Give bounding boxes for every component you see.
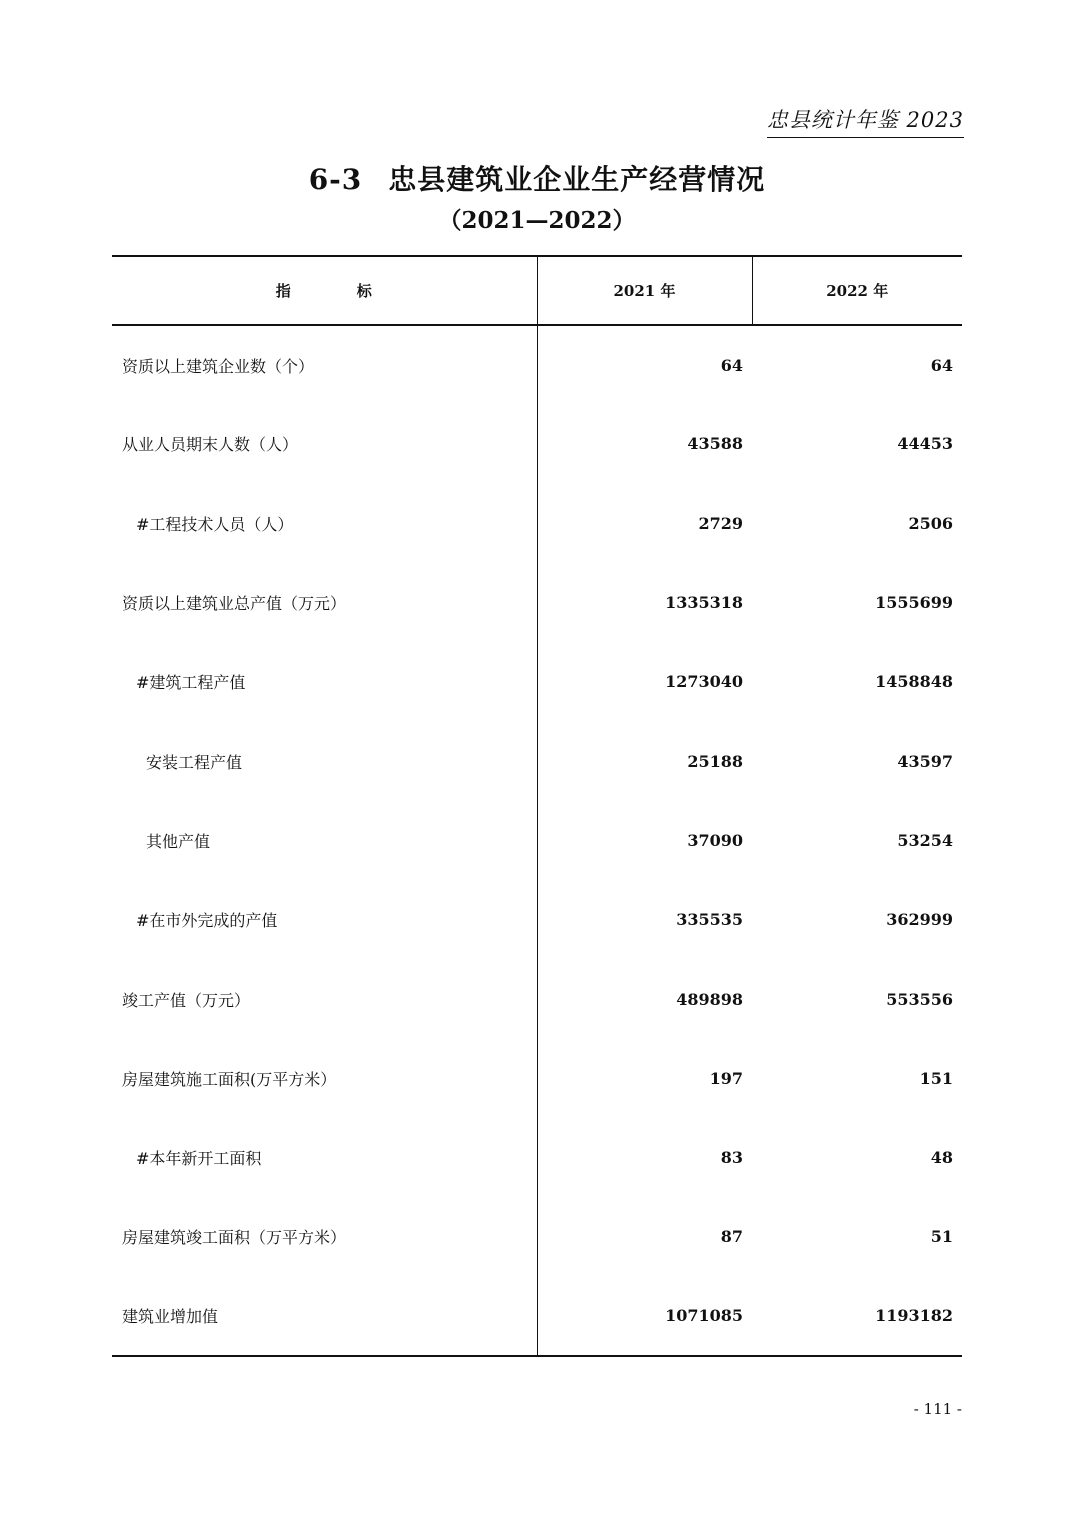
value-2021: 37090 <box>537 801 752 880</box>
value-2021: 64 <box>537 325 752 404</box>
value-2021: 1335318 <box>537 563 752 642</box>
value-2021: 1071085 <box>537 1277 752 1356</box>
value-2022: 48 <box>930 1148 953 1168</box>
value-2021: 489898 <box>537 959 752 1038</box>
value-2022: 553556 <box>886 989 953 1009</box>
row-label: #在市外完成的产值 <box>136 911 278 931</box>
table-row <box>112 880 962 959</box>
row-label: 从业人员期末人数（人） <box>122 435 299 455</box>
running-header: 忠县统计年鉴 2023 <box>767 104 964 138</box>
value-2022: 1193182 <box>752 1277 962 1356</box>
table-row <box>112 325 962 404</box>
table-row <box>112 404 962 483</box>
row-label: 房屋建筑施工面积(万平方米） <box>122 1069 337 1089</box>
table-title-text: 忠县建筑业企业生产经营情况 <box>388 163 766 196</box>
value-2021: 87 <box>537 1197 752 1276</box>
table-row <box>112 721 962 800</box>
row-label: 竣工产值（万元） <box>122 990 251 1010</box>
value-2021: 25188 <box>537 721 752 800</box>
header-indicator: 指标 <box>112 256 537 325</box>
row-label: #本年新开工面积 <box>136 1149 262 1169</box>
header-2022: 2022 年 <box>752 256 962 325</box>
table-subtitle: （2021—2022） <box>438 207 636 234</box>
table-row <box>112 563 962 642</box>
table-row <box>112 801 962 880</box>
value-2022: 151 <box>919 1068 953 1088</box>
value-2022: 51 <box>930 1227 953 1247</box>
value-2021: 43588 <box>537 404 752 483</box>
value-2021: 2729 <box>537 484 752 563</box>
table-header-row <box>112 256 962 325</box>
value-2021: 1273040 <box>537 642 752 721</box>
table-row <box>112 642 962 721</box>
page-number: - 111 - <box>913 1400 962 1418</box>
table-row <box>112 484 962 563</box>
row-label: #工程技术人员（人） <box>136 514 294 534</box>
header-2021: 2021 年 <box>537 256 752 325</box>
value-2021: 83 <box>537 1118 752 1197</box>
page-title <box>0 158 1074 198</box>
row-label: 安装工程产值 <box>146 752 243 772</box>
table-row <box>112 1197 962 1276</box>
row-label: 资质以上建筑业总产值（万元） <box>122 594 347 614</box>
statistics-table <box>112 255 962 1357</box>
row-label: 房屋建筑竣工面积（万平方米） <box>122 1228 347 1248</box>
value-2022: 43597 <box>897 751 953 771</box>
table-row <box>112 959 962 1038</box>
table-number: 6-3 <box>308 163 363 196</box>
row-label: 建筑业增加值 <box>112 1277 537 1356</box>
value-2022: 44453 <box>897 434 953 454</box>
value-2021: 197 <box>537 1039 752 1118</box>
row-label: #建筑工程产值 <box>136 673 246 693</box>
row-label: 资质以上建筑企业数（个） <box>122 356 315 376</box>
row-label: 其他产值 <box>146 831 211 851</box>
value-2022: 1555699 <box>875 593 953 613</box>
value-2022: 53254 <box>897 830 953 850</box>
table-row <box>112 1039 962 1118</box>
table-row <box>112 1277 962 1356</box>
value-2021: 335535 <box>537 880 752 959</box>
table-row <box>112 1118 962 1197</box>
value-2022: 2506 <box>908 513 953 533</box>
value-2022: 1458848 <box>875 672 953 692</box>
value-2022: 362999 <box>886 910 953 930</box>
value-2022: 64 <box>930 355 953 375</box>
